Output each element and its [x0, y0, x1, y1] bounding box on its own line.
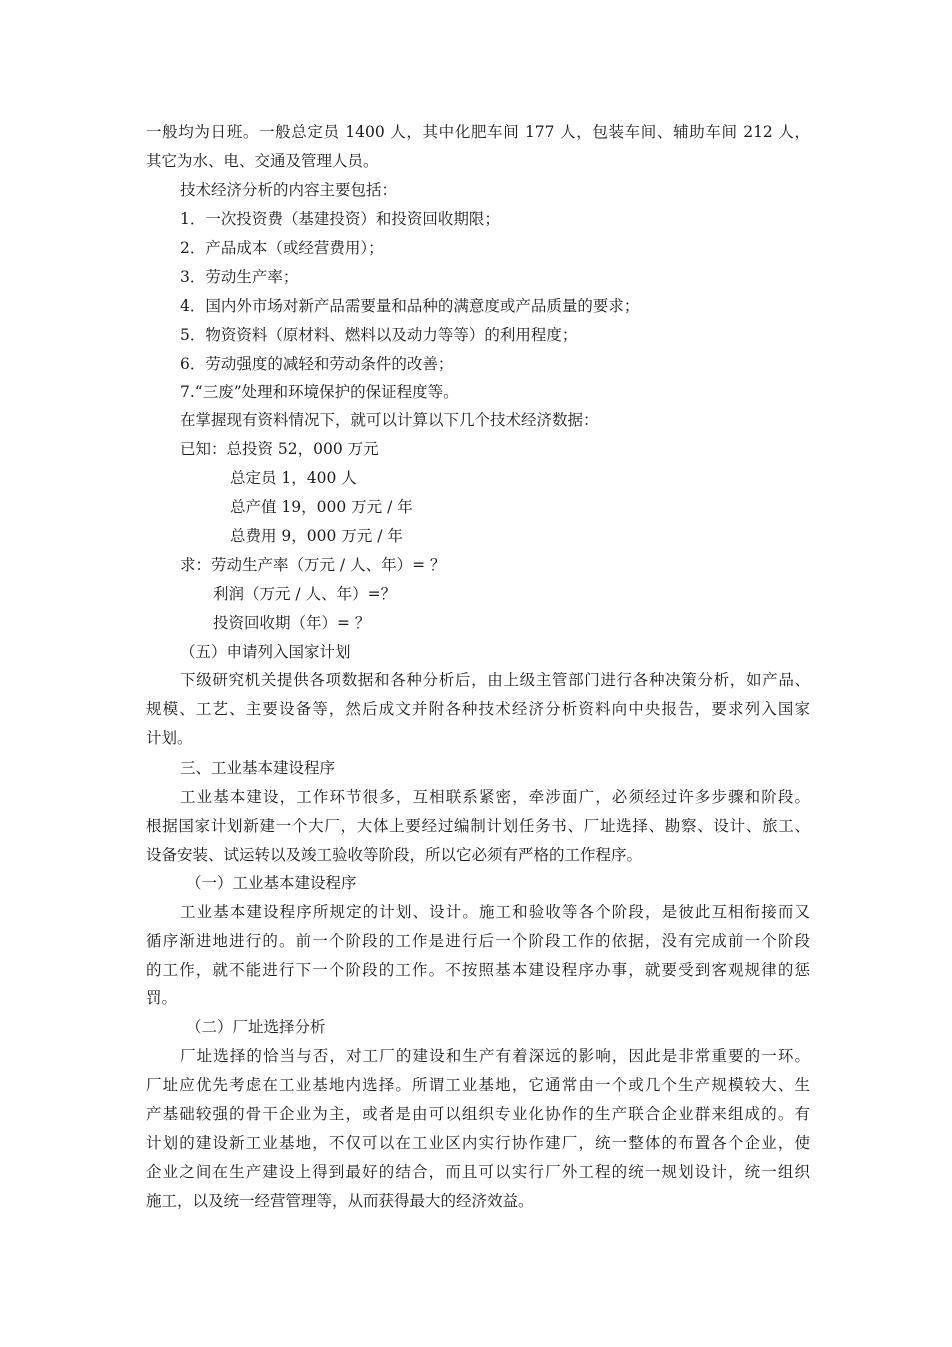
section-intro: 技术经济分析的内容主要包括： — [180, 181, 398, 199]
paragraph-line: 产基础较强的骨干企业为主，或者是由可以组织专业化协作的生产联合企业群来组成的。有 — [146, 1105, 810, 1123]
list-item: 3．劳动生产率； — [180, 268, 299, 286]
ask-line: 投资回收期（年）= ？ — [213, 614, 371, 632]
paragraph-line: 厂址应优先考虑在工业基地内选择。所谓工业基地，它通常由一个或几个生产规模较大、生 — [146, 1076, 810, 1094]
list-item: 4．国内外市场对新产品需要量和品种的满意度或产品质量的要求； — [180, 297, 640, 315]
paragraph-line: 规模、工艺、主要设备等，然后成文并附各种技术经济分析资料向中央报告，要求列入国家 — [146, 700, 810, 718]
paragraph-line: 工业基本建设程序所规定的计划、设计。施工和验收等各个阶段，是彼此互相衔接而又 — [180, 903, 810, 921]
known-line: 总定员 1，400 人 — [230, 469, 357, 487]
paragraph-line: 的工作，就不能进行下一个阶段的工作。不按照基本建设程序办事，就要受到客观规律的惩 — [146, 961, 810, 979]
list-item: 1．一次投资费（基建投资）和投资回收期限； — [180, 210, 500, 228]
ask-line: 求：劳动生产率（万元 / 人、年）= ？ — [180, 556, 446, 574]
paragraph-line: 罚。 — [146, 989, 178, 1007]
paragraph-line: 下级研究机关提供各项数据和各种分析后，由上级主管部门进行各种决策分析，如产品、 — [180, 671, 810, 689]
paragraph-line: 工业基本建设，工作环节很多，互相联系紧密，牵涉面广，必须经过许多步骤和阶段。 — [180, 788, 810, 806]
list-item: 6．劳动强度的减轻和劳动条件的改善； — [180, 355, 454, 373]
known-line: 已知：总投资 52，000 万元 — [180, 440, 379, 458]
paragraph-line: 施工，以及统一经营管理等，从而获得最大的经济效益。 — [146, 1192, 534, 1210]
paragraph-line: 一般均为日班。一般总定员 1400 人，其中化肥车间 177 人，包装车间、辅助车间 212 人， — [146, 123, 810, 141]
ask-line: 利润（万元 / 人、年）=？ — [213, 585, 397, 603]
list-item: 5．物资资料（原材料、燃料以及动力等等）的利用程度； — [180, 326, 578, 344]
list-item: 7.“三废”处理和环境保护的保证程度等。 — [180, 383, 459, 401]
paragraph-line: 根据国家计划新建一个大厂，大体上要经过编制计划任务书、厂址选择、勘察、设计、旅工、 — [146, 817, 810, 835]
paragraph-line: 厂址选择的恰当与否，对工厂的建设和生产有着深远的影响，因此是非常重要的一环。 — [180, 1047, 810, 1065]
paragraph-line: 计划。 — [146, 729, 193, 747]
section-heading: （五）申请列入国家计划 — [180, 643, 351, 661]
chapter-heading: 三、工业基本建设程序 — [180, 759, 336, 777]
section-heading: （二）厂址选择分析 — [186, 1018, 326, 1036]
calc-intro: 在掌握现有资料情况下，就可以计算以下几个技术经济数据： — [180, 411, 599, 429]
paragraph-line: 循序渐进地进行的。前一个阶段的工作是进行后一个阶段工作的依据，没有完成前一个阶段 — [146, 932, 810, 950]
paragraph-line: 企业之间在生产建设上得到最好的结合，而且可以实行厂外工程的统一规划设计，统一组织 — [146, 1163, 810, 1181]
section-heading: （一）工业基本建设程序 — [186, 874, 357, 892]
known-line: 总产值 19，000 万元 / 年 — [230, 498, 413, 516]
paragraph-line: 其它为水、电、交通及管理人员。 — [146, 152, 379, 170]
paragraph-line: 设备安装、试运转以及竣工验收等阶段，所以它必须有严格的工作程序。 — [146, 846, 643, 864]
known-line: 总费用 9，000 万元 / 年 — [230, 527, 403, 545]
list-item: 2．产品成本（或经营费用）； — [180, 239, 384, 257]
paragraph-line: 计划的建设新工业基地，不仅可以在工业区内实行协作建厂，统一整体的布置各个企业，使 — [146, 1134, 810, 1152]
